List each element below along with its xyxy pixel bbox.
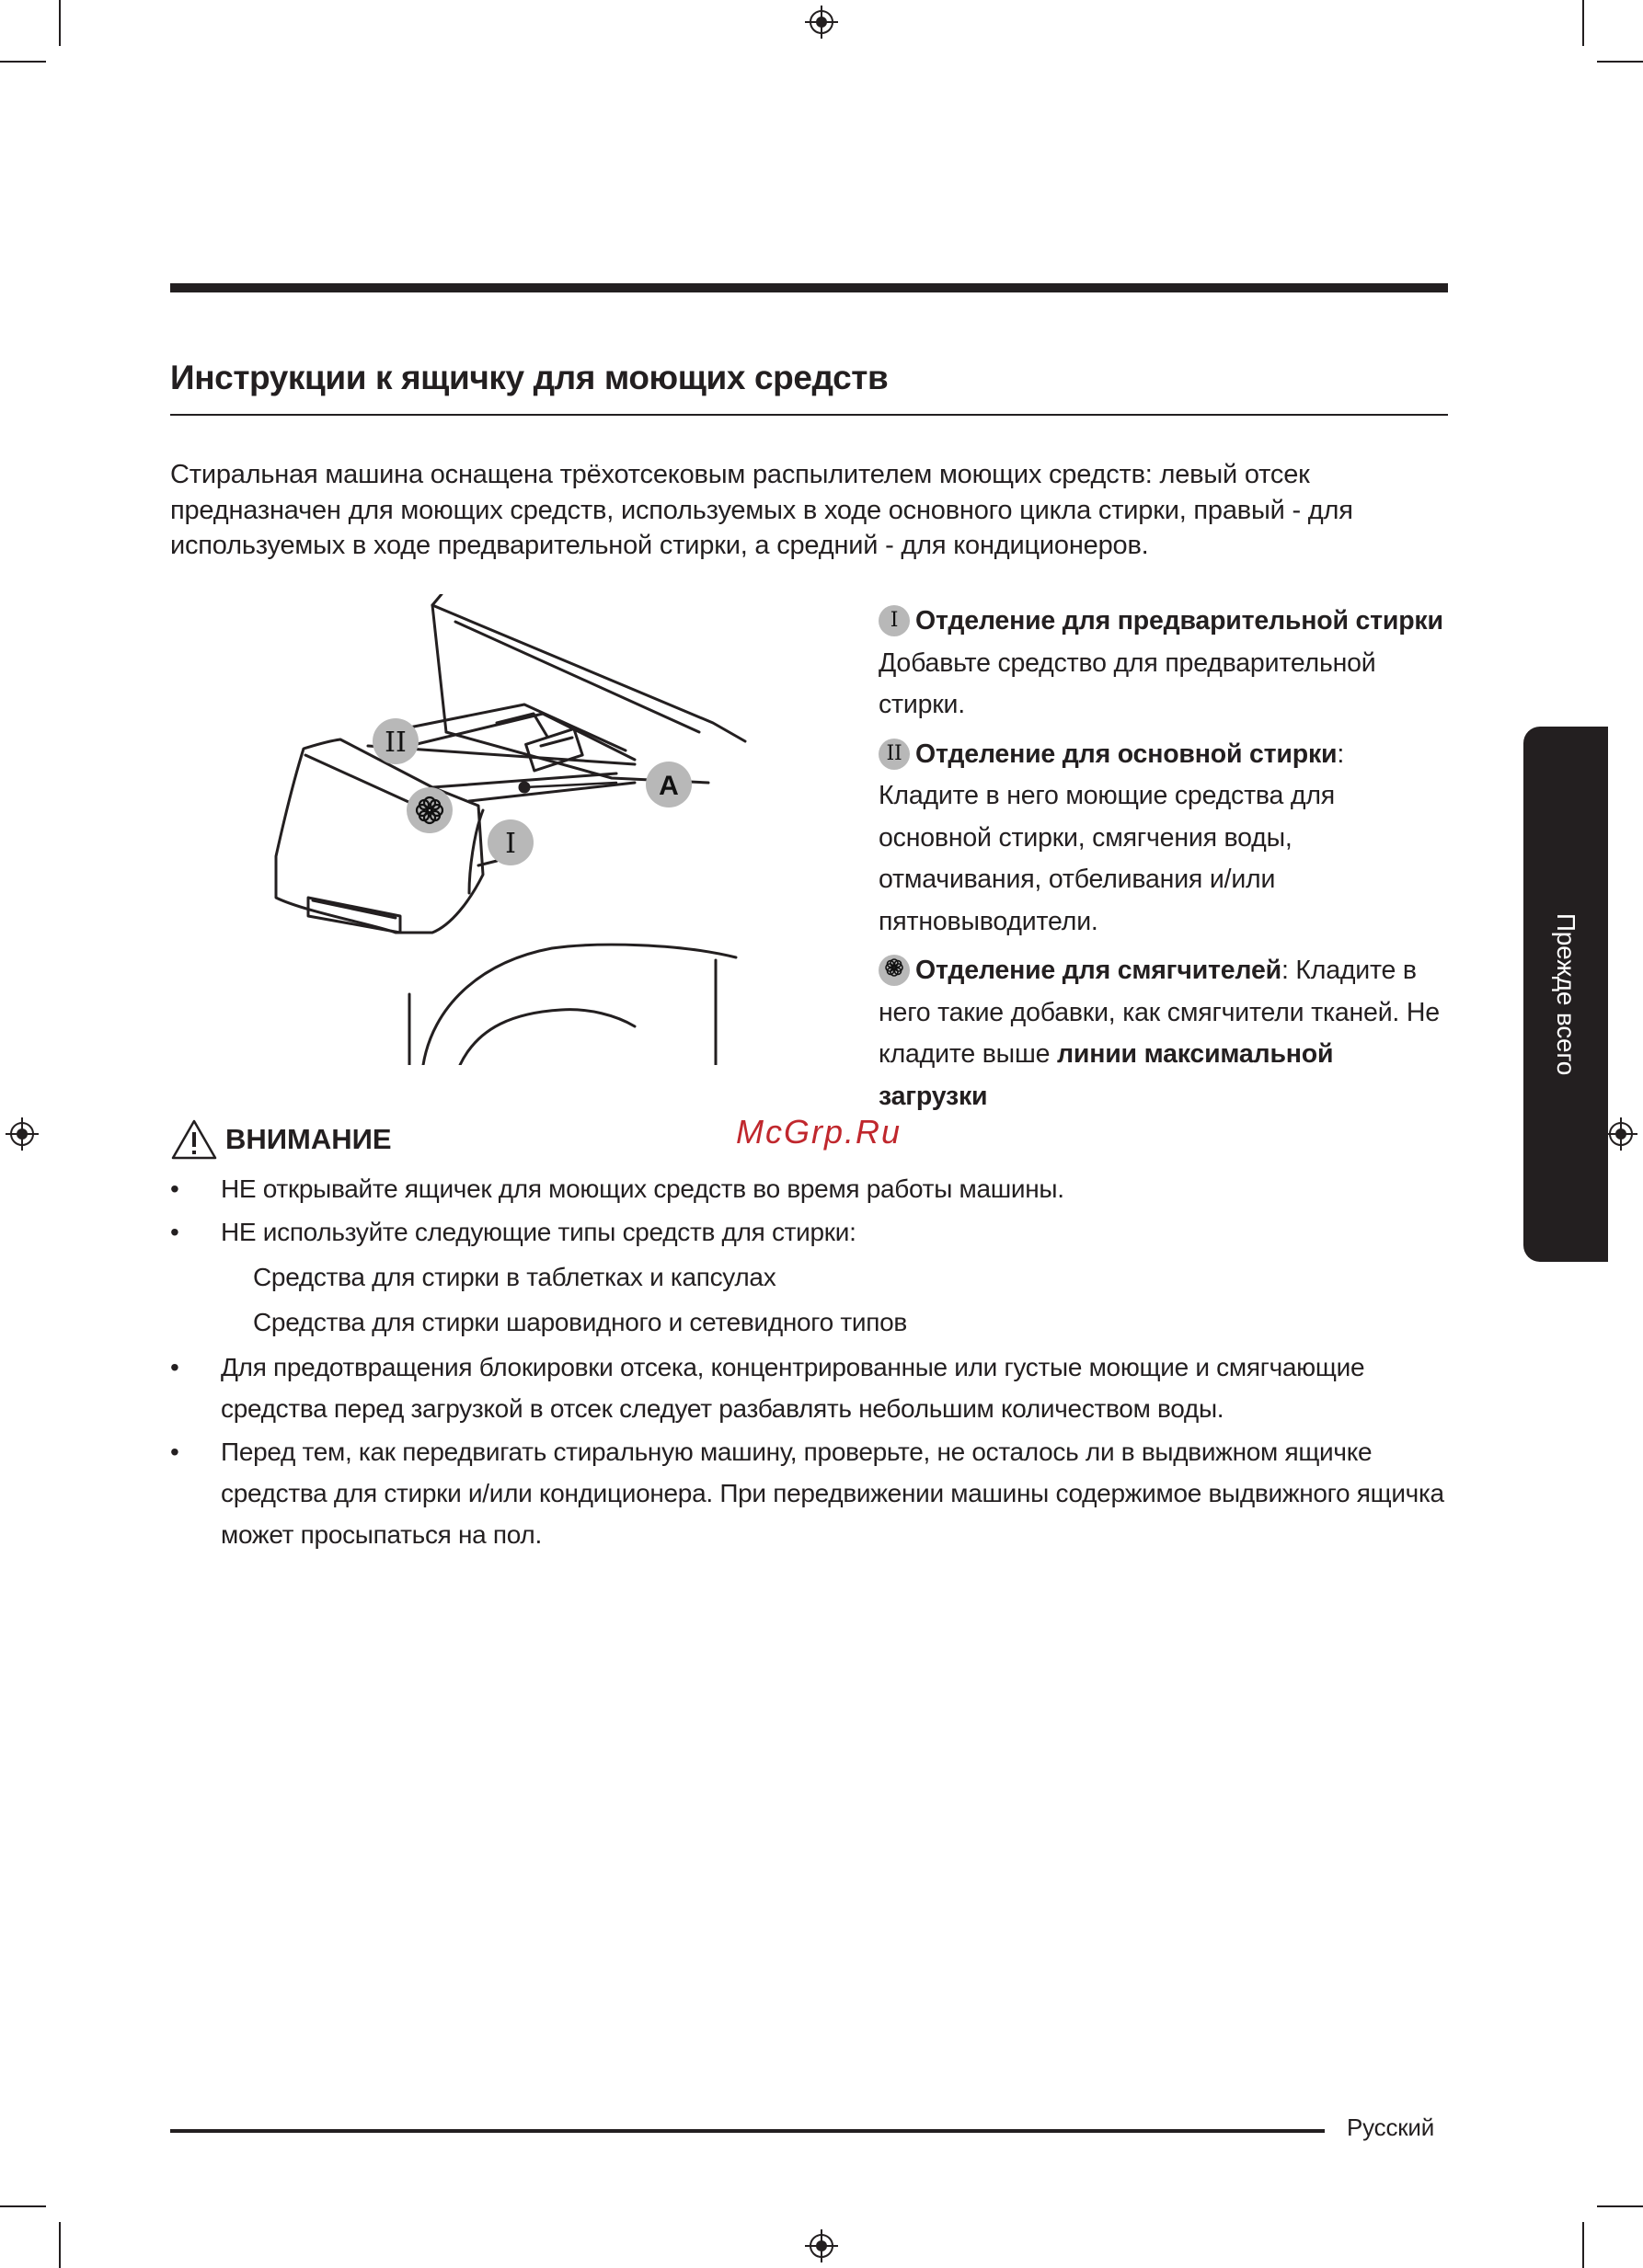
warning-item: • НЕ используйте следующие типы средств для стирки: — [170, 1211, 1458, 1253]
crop-mark — [59, 2222, 61, 2268]
warning-triangle-icon — [170, 1118, 218, 1161]
crop-mark — [1597, 2205, 1643, 2207]
title-underline — [170, 414, 1448, 416]
label-I: I — [505, 828, 516, 860]
crop-mark — [1582, 0, 1584, 46]
page-title: Инструкции к ящичку для моющих средств — [170, 359, 889, 396]
registration-mark-icon — [803, 4, 840, 40]
warning-subitem: Средства для стирки в таблетках и капсулах — [253, 1263, 776, 1291]
crop-mark — [59, 0, 61, 46]
legend-prewash-title: Отделение для предварительной стирки — [915, 606, 1443, 636]
registration-mark-icon — [803, 2228, 840, 2264]
section-top-rule — [170, 283, 1448, 292]
legend-softener-title: Отделение для смягчителей — [915, 956, 1281, 985]
compartment-legend — [879, 601, 1449, 1125]
crop-mark — [1597, 61, 1643, 63]
label-II-badge — [373, 718, 419, 764]
label-I-badge — [488, 819, 534, 865]
legend-prewash-text: Добавьте средство для предварительной стирки. — [879, 647, 1376, 719]
warning-heading-text: ВНИМАНИЕ — [225, 1123, 392, 1155]
roman-two-icon: II — [879, 739, 910, 770]
legend-softener-text: : Кладите в него такие добавки, как смягчители тканей. Не кладите выше — [879, 956, 1440, 1069]
registration-mark-icon — [4, 1116, 40, 1152]
roman-one-icon: I — [879, 605, 910, 636]
watermark: McGrp.Ru — [736, 1113, 902, 1151]
legend-mainwash-text: : Кладите в него моющие средства для основной стирки, смягчения воды, отмачивания, отбеливания и/или пятновыводители. — [879, 739, 1345, 936]
softener-badge — [407, 787, 453, 833]
footer-rule — [170, 2129, 1325, 2133]
flower-icon — [879, 955, 910, 986]
detergent-drawer-illustration — [248, 594, 764, 1065]
label-II: II — [385, 727, 407, 759]
legend-softener-maxline: линии максимальной загрузки — [879, 1039, 1334, 1111]
warning-list — [170, 1168, 1458, 1557]
crop-mark — [1582, 2222, 1584, 2268]
label-A-badge — [646, 762, 692, 808]
crop-mark — [0, 2205, 46, 2207]
warning-item: • Перед тем, как передвигать стиральную машину, проверьте, не осталось ли в выдвижном ящичке средства для стирки и/или кондиционера. При передвижении машины содержимое выдвижного ящичка может просыпаться на пол. — [170, 1431, 1458, 1555]
label-A: A — [659, 771, 679, 801]
warning-item: • Для предотвращения блокировки отсека, концентрированные или густые моющие и смягчающие средства перед загрузкой в отсек следует разбавлять небольшим количеством воды. — [170, 1346, 1458, 1429]
warning-subitem: Средства для стирки шаровидного и сетевидного типов — [253, 1308, 907, 1336]
legend-softener — [879, 950, 1449, 1117]
legend-mainwash — [879, 734, 1449, 944]
legend-prewash — [879, 601, 1449, 727]
warning-item: • НЕ открывайте ящичек для моющих средств во время работы машины. — [170, 1168, 1458, 1209]
footer-language: Русский — [1347, 2113, 1435, 2141]
registration-mark-icon — [1603, 1116, 1639, 1152]
crop-mark — [0, 61, 46, 63]
warning-heading — [170, 1118, 392, 1161]
side-tab-label: Прежде всего — [1552, 912, 1580, 1076]
section-side-tab — [1523, 727, 1608, 1262]
intro-paragraph: Стиральная машина оснащена трёхотсековым распылителем моющих средств: левый отсек предназначен для моющих средств, используемых в ходе основного цикла стирки, правый - для используемых в ходе предварительной стирки, а средний - для кондиционеров. — [170, 460, 1353, 560]
legend-mainwash-title: Отделение для основной стирки — [915, 739, 1338, 769]
